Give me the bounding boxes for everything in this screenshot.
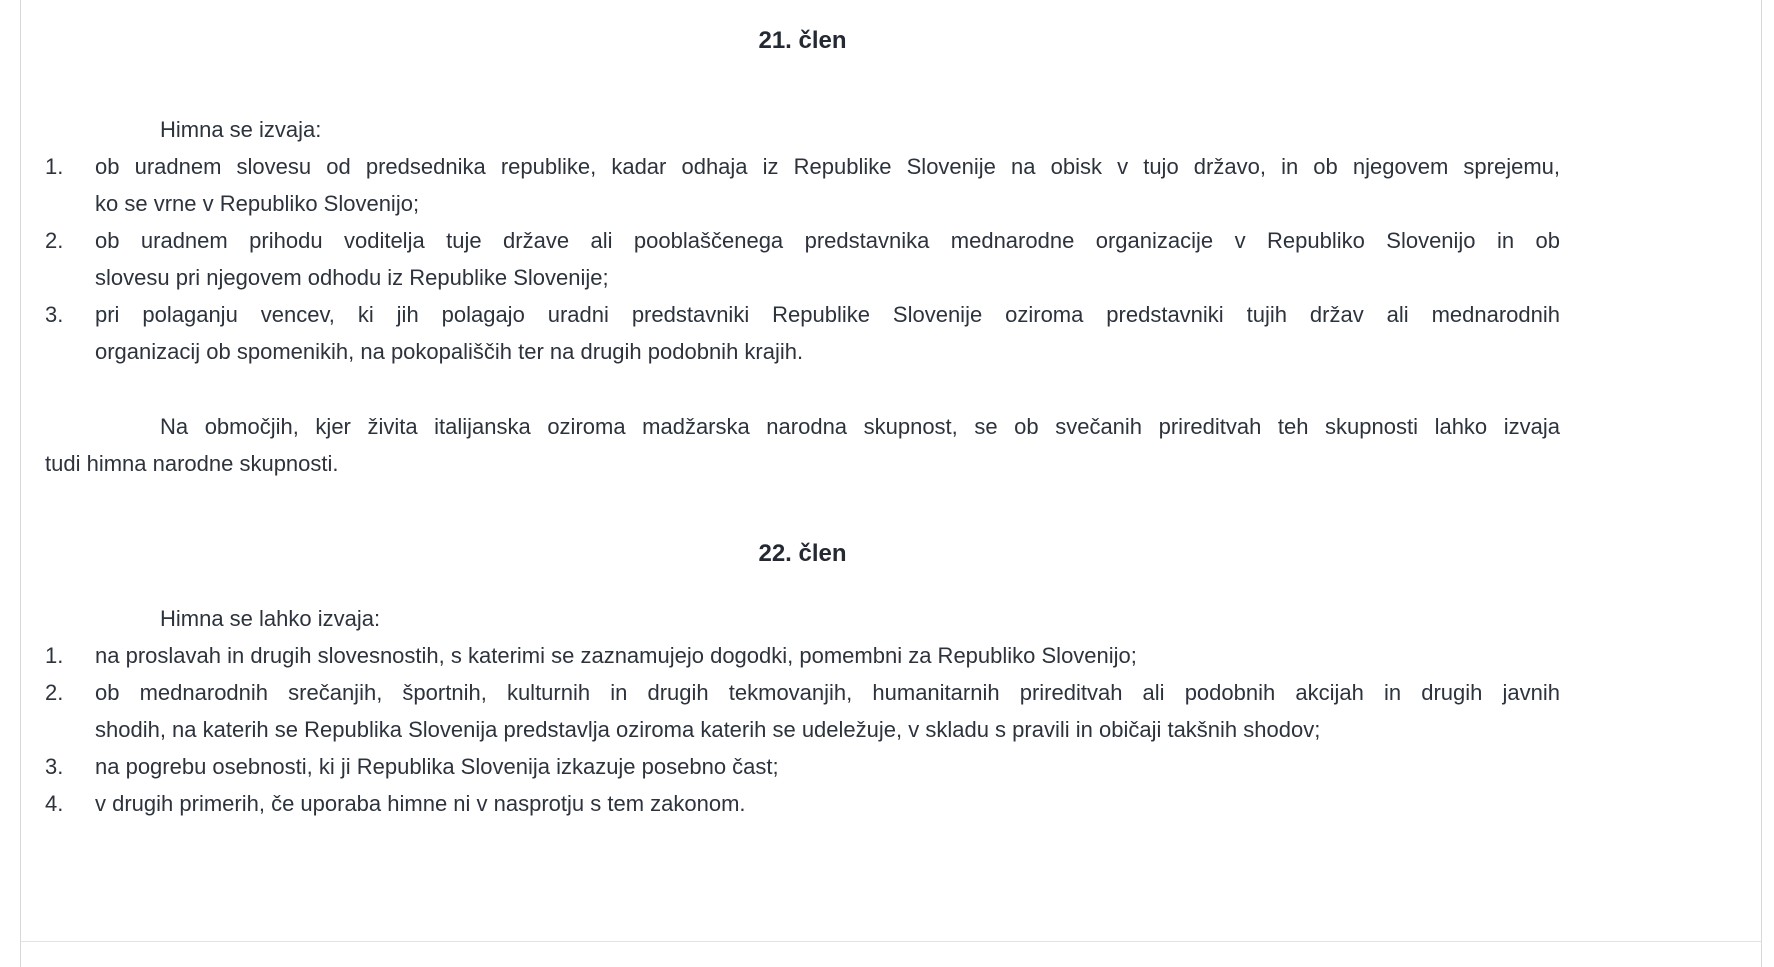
text-line: ko se vrne v Republiko Slovenijo; <box>95 191 420 216</box>
item-number: 1. <box>45 154 64 179</box>
list-item <box>45 785 1560 822</box>
article-21-intro: Himna se izvaja: <box>160 117 322 142</box>
page-right-border <box>1761 0 1762 967</box>
text-line: slovesu pri njegovem odhodu iz Republike Slovenije; <box>95 265 609 290</box>
list-item <box>45 674 1560 748</box>
article-21-closing-paragraph <box>45 408 1560 482</box>
item-number: 2. <box>45 680 64 705</box>
article-22-list <box>45 637 1560 822</box>
text-line: ob mednarodnih srečanjih, športnih, kulturnih in drugih tekmovanjih, humanitarnih prireditvah ali podobnih akcijah in drugih javnih <box>95 680 1560 705</box>
text-line: shodih, na katerih se Republika Slovenija predstavlja oziroma katerih se udeležuje, v skladu s pravili in običaji takšnih shodov; <box>95 717 1321 742</box>
law-document-content <box>45 0 1560 822</box>
text-line: na pogrebu osebnosti, ki ji Republika Slovenija izkazuje posebno čast; <box>95 754 779 779</box>
text-line: organizacij ob spomenikih, na pokopališčih ter na drugih podobnih krajih. <box>95 339 804 364</box>
text-line: pri polaganju vencev, ki jih polagajo uradni predstavniki Republike Slovenije oziroma predstavniki tujih držav ali mednarodnih <box>95 302 1560 327</box>
item-number: 4. <box>45 791 64 816</box>
item-number: 3. <box>45 754 64 779</box>
list-item <box>45 296 1560 370</box>
article-21-list <box>45 148 1560 370</box>
text-line: ob uradnem slovesu od predsednika republike, kadar odhaja iz Republike Slovenije na obisk v tujo državo, in ob njegovem sprejemu, <box>95 154 1560 179</box>
section-divider-rule <box>21 941 1761 942</box>
item-number: 2. <box>45 228 64 253</box>
item-number: 3. <box>45 302 64 327</box>
article-22-heading: 22. člen <box>758 540 847 567</box>
text-line: Na območjih, kjer živita italijanska oziroma madžarska narodna skupnost, se ob svečanih prireditvah teh skupnosti lahko izvaja <box>160 414 1560 439</box>
page-left-border <box>20 0 21 967</box>
text-line: v drugih primerih, če uporaba himne ni v nasprotju s tem zakonom. <box>95 791 746 816</box>
list-item <box>45 637 1560 674</box>
list-item <box>45 748 1560 785</box>
item-number: 1. <box>45 643 64 668</box>
text-line: tudi himna narodne skupnosti. <box>45 451 339 476</box>
list-item <box>45 222 1560 296</box>
article-21-heading: 21. člen <box>758 27 847 54</box>
text-line: na proslavah in drugih slovesnostih, s katerimi se zaznamujejo dogodki, pomembni za Republiko Slovenijo; <box>95 643 1137 668</box>
article-22-intro: Himna se lahko izvaja: <box>160 606 381 631</box>
list-item <box>45 148 1560 222</box>
text-line: ob uradnem prihodu voditelja tuje države ali pooblaščenega predstavnika mednarodne organizacije v Republiko Slovenijo in ob <box>95 228 1560 253</box>
